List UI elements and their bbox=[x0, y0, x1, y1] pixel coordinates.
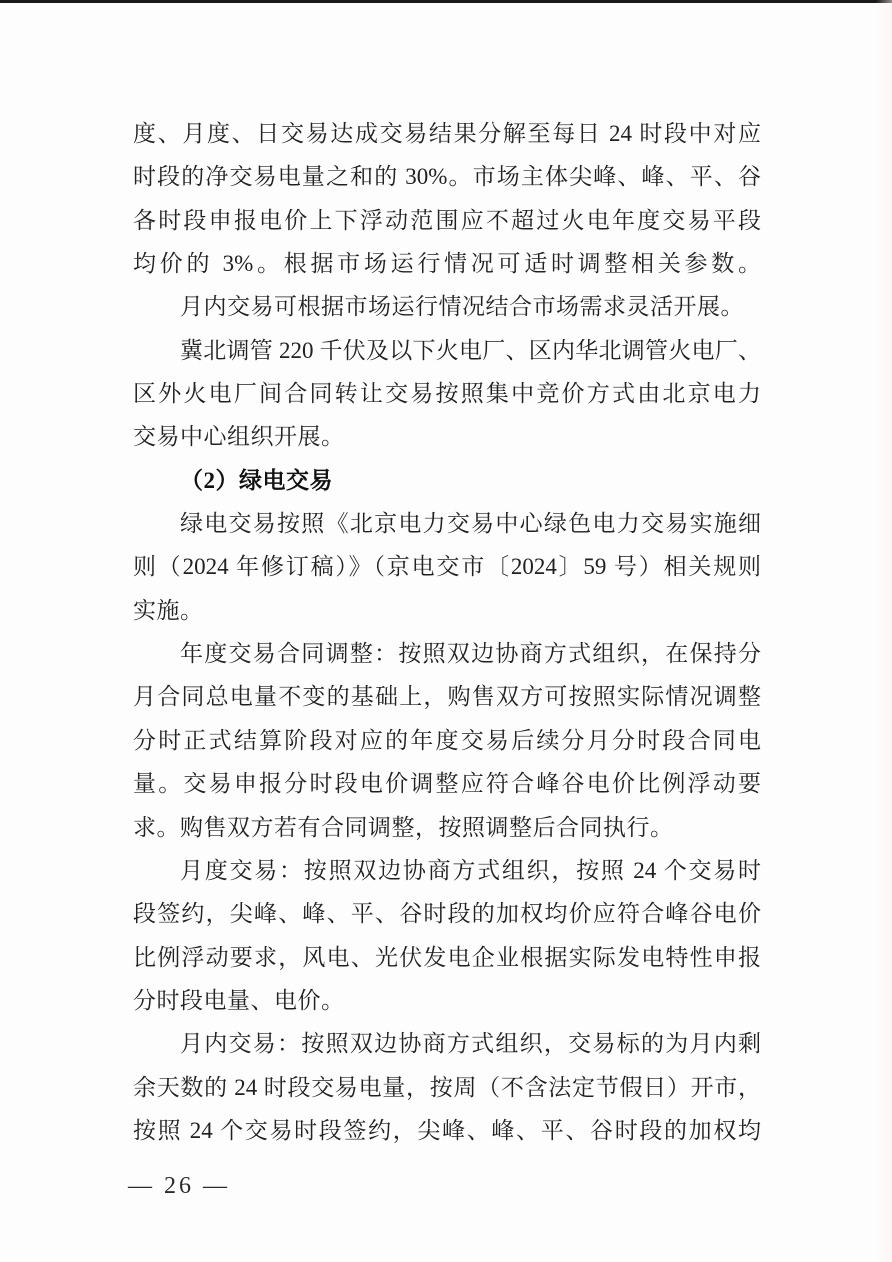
text-line: 余天数的 24 时段交易电量，按周（不含法定节假日）开市， bbox=[133, 1074, 761, 1100]
scan-artifact-top-bar bbox=[0, 0, 892, 3]
paragraph bbox=[133, 112, 761, 285]
scan-edge-tint bbox=[876, 0, 892, 1262]
text-line: 月内交易：按照双边协商方式组织，交易标的为月内剩 bbox=[180, 1031, 761, 1057]
paragraph bbox=[133, 632, 761, 849]
text-line: 冀北调管 220 千伏及以下火电厂、区内华北调管火电厂、 bbox=[180, 337, 761, 363]
text-line: 时段的净交易电量之和的 30%。市场主体尖峰、峰、平、谷 bbox=[133, 164, 761, 190]
text-line: 比例浮动要求，风电、光伏发电企业根据实际发电特性申报 bbox=[133, 944, 761, 970]
text-line: 月度交易：按照双边协商方式组织，按照 24 个交易时 bbox=[180, 857, 761, 883]
text-line: 段签约，尖峰、峰、平、谷时段的加权均价应符合峰谷电价 bbox=[133, 901, 761, 927]
text-line: 均价的 3%。根据市场运行情况可适时调整相关参数。 bbox=[133, 251, 761, 277]
page-footer bbox=[128, 1166, 230, 1206]
text-line: 各时段申报电价上下浮动范围应不超过火电年度交易平段 bbox=[133, 207, 761, 233]
text-line: 实施。 bbox=[133, 597, 204, 623]
paragraph bbox=[133, 285, 761, 328]
section-heading bbox=[133, 459, 761, 502]
text-line: 交易中心组织开展。 bbox=[133, 424, 345, 450]
text-line: 度、月度、日交易达成交易结果分解至每日 24 时段中对应 bbox=[133, 121, 761, 146]
heading-text: （2）绿电交易 bbox=[180, 467, 333, 493]
text-line: 月合同总电量不变的基础上，购售双方可按照实际情况调整 bbox=[133, 684, 761, 710]
paragraph bbox=[133, 502, 761, 632]
page-number: — 26 — bbox=[128, 1173, 230, 1199]
paragraph bbox=[133, 1022, 761, 1152]
text-line: 分时段电量、电价。 bbox=[133, 987, 345, 1013]
text-line: 区外火电厂间合同转让交易按照集中竞价方式由北京电力 bbox=[133, 381, 761, 407]
paragraph bbox=[133, 329, 761, 459]
text-line: 则（2024 年修订稿）》（京电交市〔2024〕59 号）相关规则 bbox=[133, 554, 761, 580]
paragraph bbox=[133, 849, 761, 1022]
document-body bbox=[133, 112, 761, 1152]
text-line: 分时正式结算阶段对应的年度交易后续分月分时段合同电 bbox=[133, 727, 761, 753]
text-line: 按照 24 个交易时段签约，尖峰、峰、平、谷时段的加权均 bbox=[133, 1117, 761, 1143]
text-line: 年度交易合同调整：按照双边协商方式组织，在保持分 bbox=[180, 641, 761, 667]
text-line: 绿电交易按照《北京电力交易中心绿色电力交易实施细 bbox=[180, 511, 761, 537]
text-line: 量。交易申报分时段电价调整应符合峰谷电价比例浮动要 bbox=[133, 771, 761, 797]
text-line: 月内交易可根据市场运行情况结合市场需求灵活开展。 bbox=[180, 294, 744, 320]
text-line: 求。购售双方若有合同调整，按照调整后合同执行。 bbox=[133, 814, 674, 840]
